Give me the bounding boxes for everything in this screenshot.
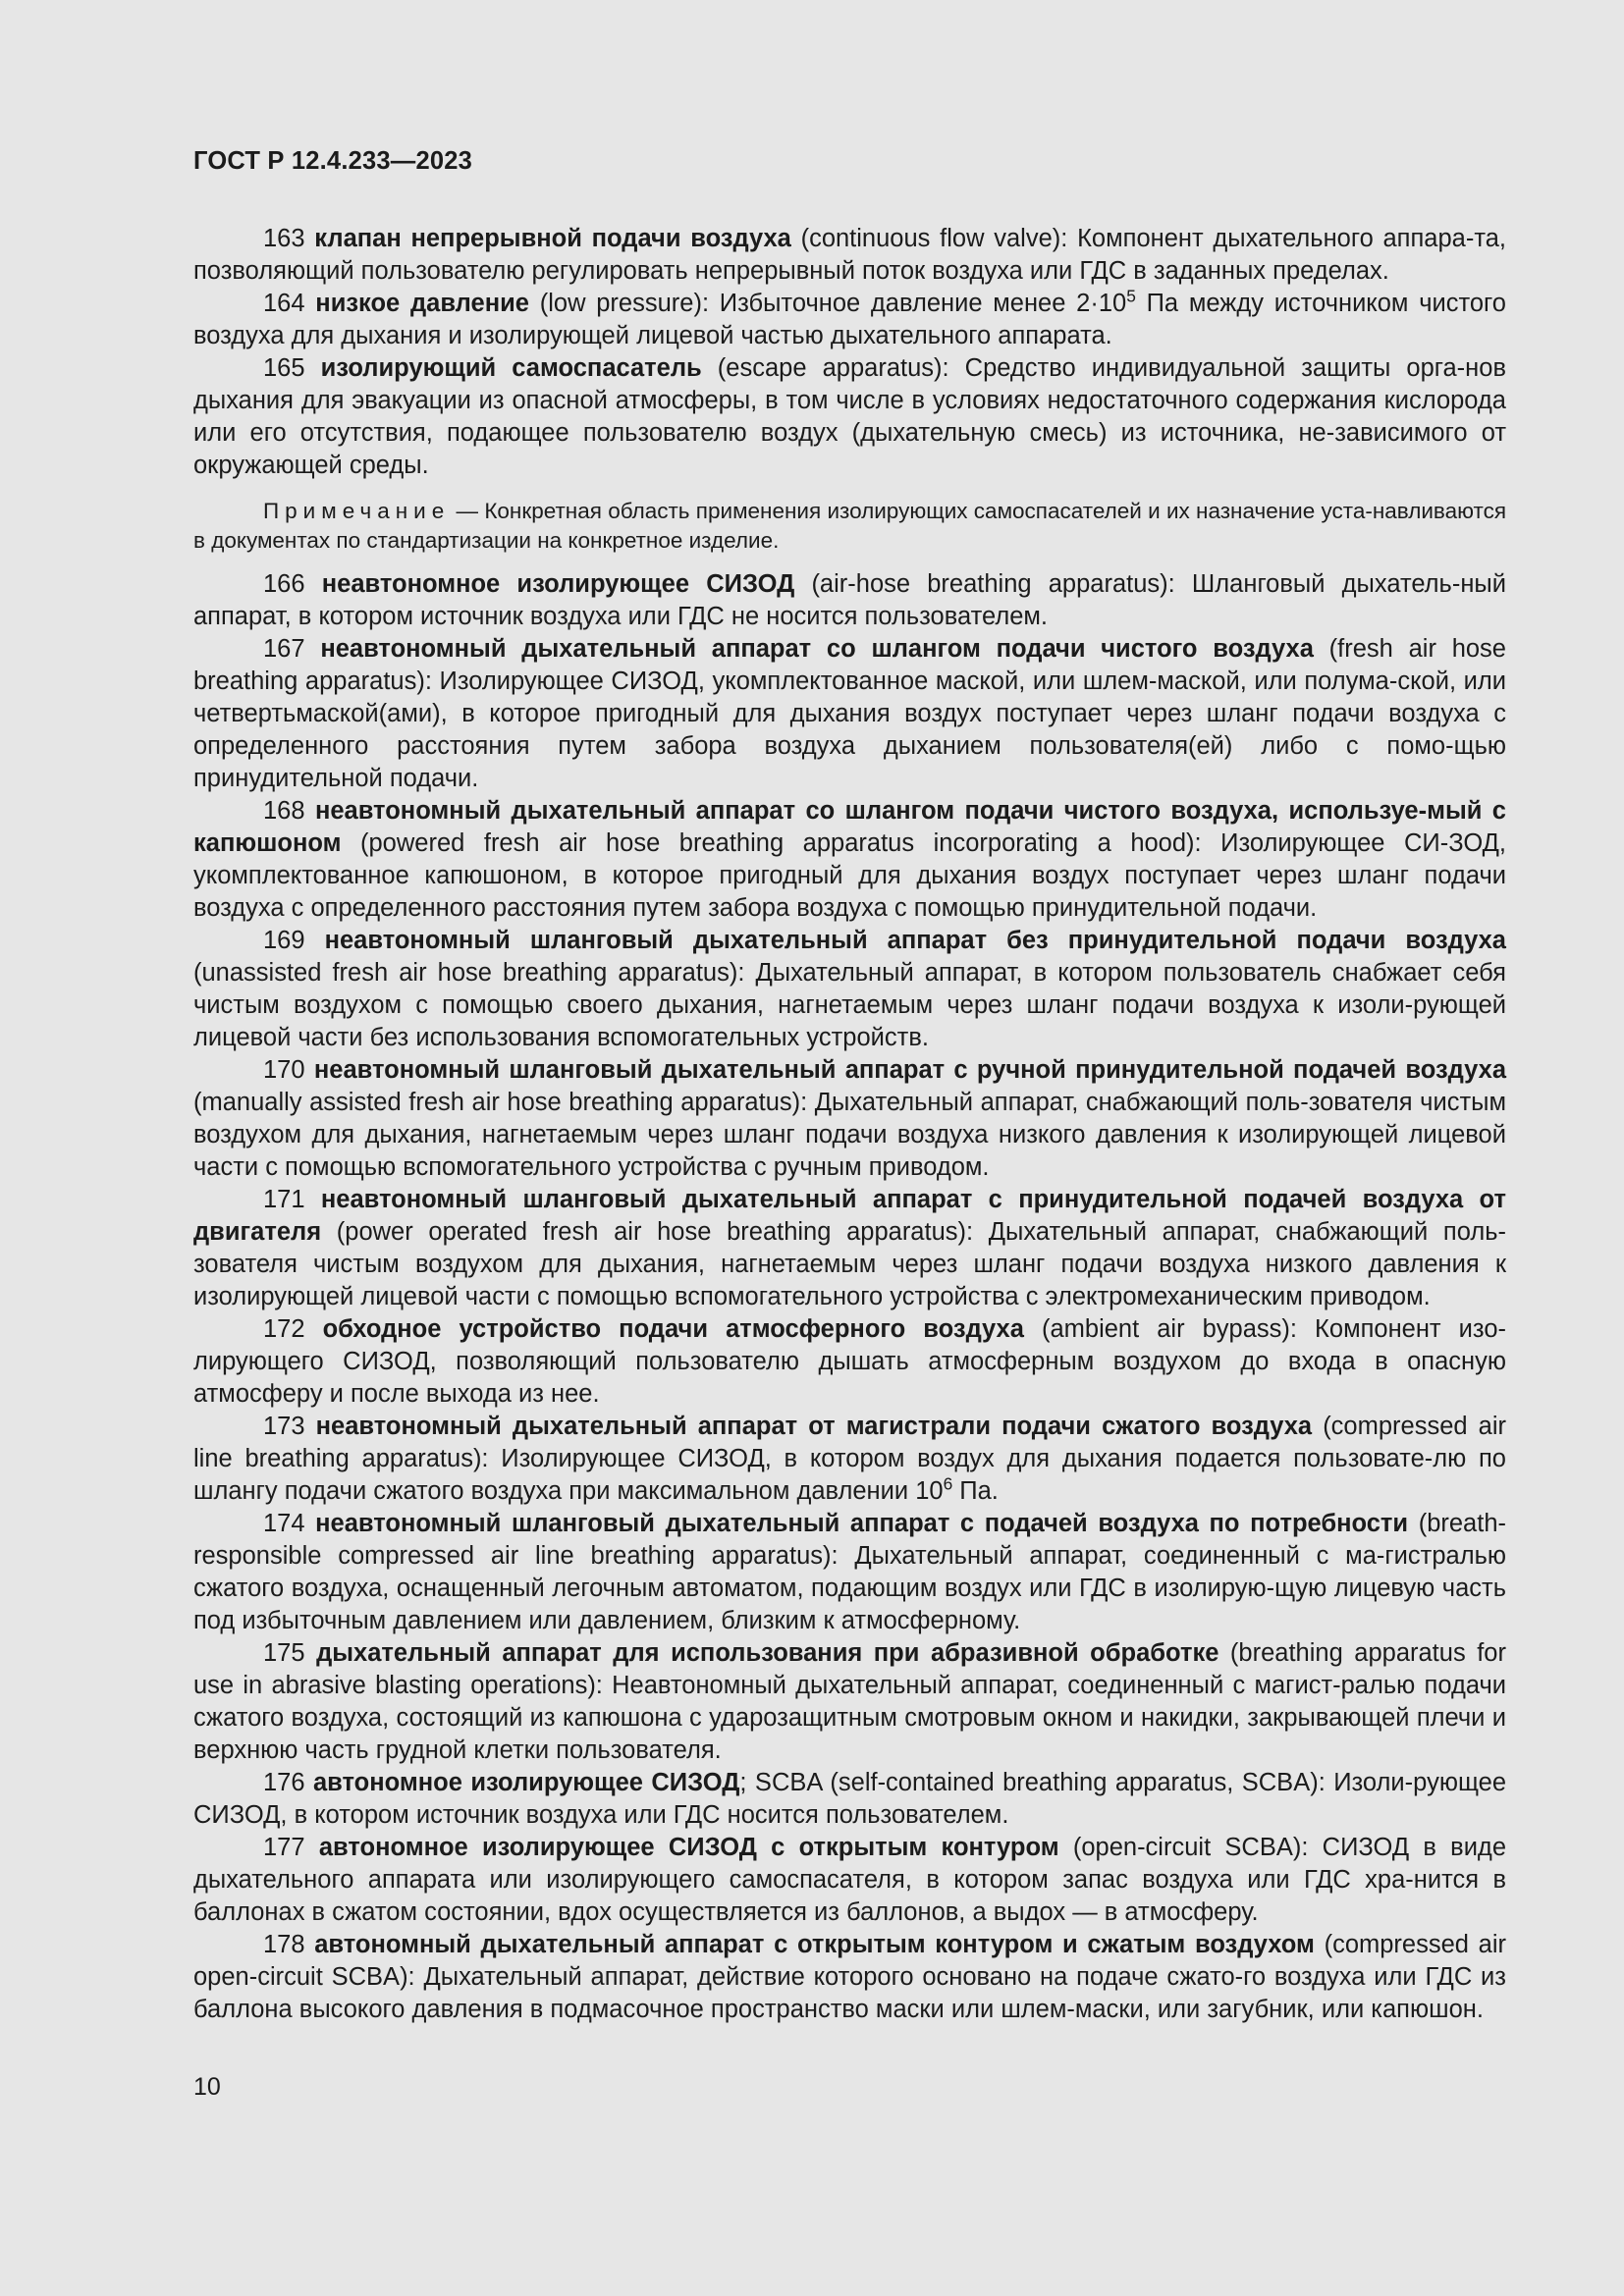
entry-165 <box>193 352 1506 482</box>
note-label: Примечание <box>263 499 451 523</box>
entry-text: (continuous flow valve): Компонент дыхательного аппара-та, позволяющий пользователю регулировать непрерывный поток воздуха или ГДС в заданных пределах. <box>193 225 1506 285</box>
entry-term: клапан непрерывной подачи воздуха <box>314 225 791 252</box>
entry-text: (power operated fresh air hose breathing apparatus): Дыхательный аппарат, снабжающий поль-зователя чистым воздухом для дыхания, нагнетаемым через шланг подачи воздуха низкого давления к изолирующей лицевой части с помощью вспомогательного устройства с электромеханическим приводом. <box>193 1218 1506 1310</box>
entry-171 <box>193 1184 1506 1313</box>
entry-term: неавтономный дыхательный аппарат со шлангом подачи чистого воздуха <box>320 635 1314 663</box>
entry-number: 176 <box>263 1769 305 1796</box>
entry-term: неавтономный шланговый дыхательный аппарат с принудительной подачей воздуха от двигателя <box>193 1186 1506 1246</box>
entry-term: неавтономный дыхательный аппарат от магистрали подачи сжатого воздуха <box>315 1413 1313 1440</box>
entry-175 <box>193 1637 1506 1767</box>
entry-166 <box>193 568 1506 633</box>
entry-term: неавтономный дыхательный аппарат со шлангом подачи чистого воздуха, используе-мый с капюшоном <box>193 797 1506 857</box>
entry-term: изолирующий самоспасатель <box>320 354 702 382</box>
entry-176 <box>193 1767 1506 1832</box>
entry-text-continued: Па между источником чистого воздуха для дыхания и изолирующей лицевой частью дыхательного аппарата. <box>193 290 1506 349</box>
document-header: ГОСТ Р 12.4.233—2023 <box>193 147 472 175</box>
entry-169 <box>193 925 1506 1054</box>
entry-text: ; SCBA (self-contained breathing apparatus, SCBA): Изоли-рующее СИЗОД, в котором источник воздуха или ГДС носится пользователем. <box>193 1769 1506 1829</box>
page-number: 10 <box>193 2073 221 2101</box>
entry-number: 169 <box>263 927 305 954</box>
entry-text: (compressed air open-circuit SCBA): Дыхательный аппарат, действие которого основано на подаче сжато-го воздуха или ГДС из баллона высокого давления в подмасочное пространство маски или шлем-маски, или загубник, или капюшон. <box>193 1931 1506 2023</box>
note-text: — Конкретная область применения изолирующих самоспасателей и их назначение уста-навливаются в документах по стандартизации на конкретное изделие. <box>193 499 1506 553</box>
entry-170 <box>193 1054 1506 1184</box>
entry-text: (compressed air line breathing apparatus): Изолирующее СИЗОД, в котором воздух для дыхания подается пользовате-лю по шлангу подачи сжатого воздуха при максимальном давлении 10 <box>193 1413 1506 1505</box>
entry-number: 170 <box>263 1056 305 1084</box>
entry-number: 165 <box>263 354 305 382</box>
entry-term: обходное устройство подачи атмосферного воздуха <box>322 1315 1024 1343</box>
entry-term: дыхательный аппарат для использования при абразивной обработке <box>316 1639 1219 1667</box>
entry-number: 171 <box>263 1186 305 1213</box>
entry-term: низкое давление <box>315 290 529 317</box>
entry-text: (powered fresh air hose breathing apparatus incorporating a hood): Изолирующее СИ-ЗОД, укомплектованное капюшоном, в которое пригодный для дыхания воздух поступает через шланг подачи воздуха с определенного расстояния путем забора воздуха с помощью принудительной подачи. <box>193 829 1506 922</box>
entry-168 <box>193 795 1506 925</box>
entry-text: (low pressure): Избыточное давление менее 2·10 <box>529 290 1127 317</box>
entry-text-continued: Па. <box>952 1477 999 1505</box>
entry-term: неавтономное изолирующее СИЗОД <box>321 570 795 598</box>
entry-number: 178 <box>263 1931 305 1958</box>
entry-text: (air-hose breathing apparatus): Шланговый дыхатель-ный аппарат, в котором источник воздуха или ГДС не носится пользователем. <box>193 570 1506 630</box>
entry-167 <box>193 633 1506 795</box>
entry-text: (breathing apparatus for use in abrasive blasting operations): Неавтономный дыхательный аппарат, соединенный с магист-ралью подачи сжатого воздуха, состоящий из капюшона с ударозащитным смотровым окном и накидки, закрывающей плечи и верхнюю часть грудной клетки пользователя. <box>193 1639 1506 1764</box>
entry-text: (escape apparatus): Средство индивидуальной защиты орга-нов дыхания для эвакуации из опасной атмосферы, в том числе в условиях недостаточного содержания кислорода или его отсутствия, подающее пользователю воздух (дыхательную смесь) из источника, не-зависимого от окружающей среды. <box>193 354 1506 479</box>
superscript-exponent: 5 <box>1126 286 1136 306</box>
entry-number: 174 <box>263 1510 305 1537</box>
entry-text: (breath-responsible compressed air line breathing apparatus): Дыхательный аппарат, соединенный с ма-гистралью сжатого воздуха, оснащенный легочным автоматом, подающим воздух или ГДС в изолирую-щую лицевую часть под избыточным давлением или давлением, близким к атмосферному. <box>193 1510 1506 1634</box>
entry-term: неавтономный шланговый дыхательный аппарат с ручной принудительной подачей воздуха <box>313 1056 1507 1084</box>
entry-text: (manually assisted fresh air hose breathing apparatus): Дыхательный аппарат, снабжающий поль-зователя чистым воздухом для дыхания, нагнетаемым через шланг подачи воздуха низкого давления к изолирующей лицевой части с помощью вспомогательного устройства с ручным приводом. <box>193 1089 1506 1181</box>
entry-number: 175 <box>263 1639 305 1667</box>
entry-text: (ambient air bypass): Компонент изо-лирующего СИЗОД, позволяющий пользователю дышать атмосферным воздухом до входа в опасную атмосферу и после выхода из нее. <box>193 1315 1506 1408</box>
entry-164 <box>193 288 1506 352</box>
superscript-exponent: 6 <box>943 1473 953 1494</box>
entry-number: 166 <box>263 570 305 598</box>
entry-178 <box>193 1929 1506 2026</box>
entry-term: неавтономный шланговый дыхательный аппарат без принудительной подачи воздуха <box>324 927 1506 954</box>
entry-163 <box>193 223 1506 288</box>
entry-text: (fresh air hose breathing apparatus): Изолирующее СИЗОД, укомплектованное маской, или шлем-маской, или полума-ской, или четвертьмаской(ами), в которое пригодный для дыхания воздух поступает через шланг подачи воздуха с определенного расстояния путем забора воздуха дыханием пользователя(ей) либо с помо-щью принудительной подачи. <box>193 635 1506 792</box>
entry-number: 177 <box>263 1834 305 1861</box>
entry-number: 172 <box>263 1315 305 1343</box>
entry-172 <box>193 1313 1506 1411</box>
entry-number: 163 <box>263 225 305 252</box>
entry-number: 167 <box>263 635 305 663</box>
entry-number: 168 <box>263 797 305 825</box>
entry-174 <box>193 1508 1506 1637</box>
entry-term: автономный дыхательный аппарат с открытым контуром и сжатым воздухом <box>314 1931 1315 1958</box>
entry-text: (unassisted fresh air hose breathing apparatus): Дыхательный аппарат, в котором пользователь снабжает себя чистым воздухом с помощью своего дыхания, нагнетаемым через шланг подачи воздуха к изоли-рующей лицевой части без использования вспомогательных устройств. <box>193 959 1506 1051</box>
note-paragraph <box>193 497 1506 556</box>
entry-number: 164 <box>263 290 305 317</box>
entry-173 <box>193 1411 1506 1508</box>
entry-term: неавтономный шланговый дыхательный аппарат с подачей воздуха по потребности <box>315 1510 1409 1537</box>
entry-term: автономное изолирующее СИЗОД с открытым контуром <box>318 1834 1059 1861</box>
entry-text: (open-circuit SCBA): СИЗОД в виде дыхательного аппарата или изолирующего самоспасателя, в котором запас воздуха или ГДС хра-нится в баллонах в сжатом состоянии, вдох осуществляется из баллонов, а выдох — в атмосферу. <box>193 1834 1506 1926</box>
entry-number: 173 <box>263 1413 305 1440</box>
entry-177 <box>193 1832 1506 1929</box>
document-body <box>193 223 1506 2026</box>
entry-term: автономное изолирующее СИЗОД <box>312 1769 740 1796</box>
